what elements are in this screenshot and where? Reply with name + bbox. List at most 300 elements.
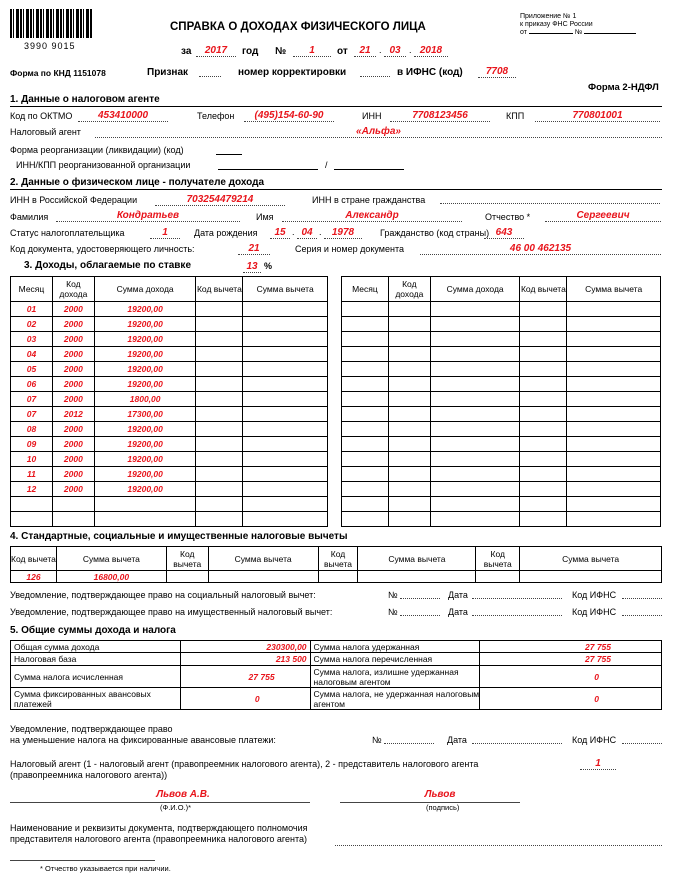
table-row (11, 302, 328, 317)
property-notice-label: Уведомление, подтверждающее право на имущественный налоговый вычет: (10, 607, 333, 617)
status-label: Статус налогоплательщика (10, 228, 125, 238)
excess-label: Сумма налога, излишне удержанная налоговым агентом (310, 666, 480, 688)
table-cell (342, 302, 389, 317)
knd-form: Форма по КНД 1151078 (10, 68, 106, 78)
deduction-sum-cell (243, 392, 328, 407)
table-cell (430, 362, 520, 377)
table-cell (342, 347, 389, 362)
table-cell (342, 452, 389, 467)
income-sum-cell: 19200,00 (94, 332, 196, 347)
table-row (342, 452, 661, 467)
table-cell (567, 332, 661, 347)
za-label: за (181, 46, 192, 57)
column-header: Сумма вычета (567, 277, 661, 302)
reorg-kpp-blank (334, 169, 404, 170)
table-cell (388, 422, 430, 437)
deduction-code: 126 (11, 571, 57, 583)
table-cell (388, 347, 430, 362)
table-cell (567, 407, 661, 422)
column-header: Сумма вычета (56, 547, 166, 571)
number-sign: № (388, 590, 398, 600)
table-cell (520, 302, 567, 317)
table-cell (430, 377, 520, 392)
month-cell: 05 (11, 362, 53, 377)
income-sum-cell: 19200,00 (94, 467, 196, 482)
table-cell (388, 512, 430, 527)
table-cell (342, 377, 389, 392)
authority-doc-line: представителя налогового агента (правопреемника налогового агента) (10, 834, 307, 844)
doc-series-value: 46 00 462135 (420, 243, 661, 255)
income-code-cell: 2000 (52, 437, 94, 452)
table-row (11, 497, 328, 512)
reorg-slash: / (325, 160, 328, 170)
ifns-code-label: Код ИФНС (572, 590, 617, 600)
number-sign: № (372, 735, 382, 745)
table-cell (520, 482, 567, 497)
notice-date-blank (472, 598, 562, 599)
income-sum-cell: 17300,00 (94, 407, 196, 422)
table-row (342, 317, 661, 332)
notice-date-blank (472, 743, 562, 744)
ifns-code: 7708 (478, 66, 516, 78)
deduction-sum-cell (243, 317, 328, 332)
income-code-cell: 2012 (52, 407, 94, 422)
table-cell (388, 497, 430, 512)
income-code-cell: 2000 (52, 467, 94, 482)
social-notice-label: Уведомление, подтверждающее право на социальный налоговый вычет: (10, 590, 316, 600)
notice-number-blank (384, 743, 434, 744)
fixed-value: 0 (180, 688, 310, 710)
deduction-code-cell (196, 482, 243, 497)
table-cell (342, 392, 389, 407)
month-cell: 04 (11, 347, 53, 362)
deduction-sum-cell (243, 482, 328, 497)
income-code-cell: 2000 (52, 452, 94, 467)
table-row (11, 437, 328, 452)
signature-caption: (подпись) (426, 803, 460, 812)
deduction-sum-cell (243, 302, 328, 317)
table-cell (388, 407, 430, 422)
table-cell (567, 497, 661, 512)
column-header: Сумма вычета (358, 547, 476, 571)
name-label: Имя (256, 212, 274, 222)
table-cell (567, 482, 661, 497)
income-table-left (10, 276, 328, 527)
patronymic-value: Сергеевич (545, 210, 661, 222)
foreign-inn-blank (440, 203, 660, 204)
table-cell (520, 452, 567, 467)
withheld-label: Сумма налога удержанная (310, 641, 480, 653)
notice-line: Уведомление, подтверждающее право (10, 724, 173, 734)
section5-title: 5. Общие суммы дохода и налога (10, 625, 176, 636)
table-row (342, 407, 661, 422)
appendix-line: № (574, 29, 583, 36)
appendix-line: Приложение № 1 (520, 13, 577, 20)
report-day: 21 (354, 45, 376, 57)
table-cell (520, 407, 567, 422)
table-row (11, 422, 328, 437)
deduction-sum-cell (243, 497, 328, 512)
deduction-code-cell (196, 377, 243, 392)
agent-inn-label: ИНН (362, 111, 382, 121)
table-row (11, 512, 328, 527)
month-cell: 10 (11, 452, 53, 467)
notice-ifns-blank (622, 615, 662, 616)
income-sum-cell: 19200,00 (94, 482, 196, 497)
month-cell: 02 (11, 317, 53, 332)
citizenship-value: 643 (484, 227, 524, 239)
tax-calc-label: Сумма налога исчисленная (11, 666, 181, 688)
table-cell (430, 347, 520, 362)
table-row (11, 317, 328, 332)
table-row (342, 422, 661, 437)
month-cell (11, 497, 53, 512)
table-cell (520, 362, 567, 377)
column-header: Код вычета (318, 547, 358, 571)
totals-table (10, 640, 662, 710)
tax-calc-value: 27 755 (180, 666, 310, 688)
table-cell (318, 571, 358, 583)
table-cell (430, 437, 520, 452)
table-cell (567, 377, 661, 392)
deduction-code-cell (196, 332, 243, 347)
month-cell: 03 (11, 332, 53, 347)
table-cell (166, 571, 208, 583)
status-value: 1 (150, 227, 180, 239)
income-sum-cell (94, 497, 196, 512)
column-header: Сумма вычета (208, 547, 318, 571)
appendix-line: от (520, 29, 527, 36)
table-cell (388, 392, 430, 407)
appendix-line: к приказу ФНС России (520, 21, 593, 28)
date-dot: . (292, 227, 295, 237)
income-table-right (341, 276, 661, 527)
person-inn-value: 703254479214 (155, 194, 285, 206)
deduction-sum-cell (243, 362, 328, 377)
table-cell (342, 317, 389, 332)
month-cell (11, 512, 53, 527)
table-cell (520, 422, 567, 437)
month-cell: 11 (11, 467, 53, 482)
notice-line: на уменьшение налога на фиксированные авансовые платежи: (10, 735, 276, 745)
deduction-code-cell (196, 302, 243, 317)
column-header: Код вычета (166, 547, 208, 571)
table-row (11, 452, 328, 467)
barcode-number: 3990 9015 (24, 41, 76, 51)
income-sum-cell: 19200,00 (94, 422, 196, 437)
month-cell: 06 (11, 377, 53, 392)
authority-doc-line: Наименование и реквизиты документа, подтверждающего полномочия (10, 823, 308, 833)
table-cell (430, 332, 520, 347)
income-sum-cell: 19200,00 (94, 302, 196, 317)
table-row (342, 302, 661, 317)
deduction-sum-cell (243, 452, 328, 467)
table-row (342, 482, 661, 497)
deduction-code-cell (196, 407, 243, 422)
month-cell: 07 (11, 407, 53, 422)
foreign-inn-label: ИНН в стране гражданства (312, 195, 426, 205)
oktmo-label: Код по ОКТМО (10, 111, 73, 121)
income-code-cell: 2000 (52, 362, 94, 377)
table-cell (520, 392, 567, 407)
deduction-sum-cell (243, 377, 328, 392)
income-code-cell (52, 512, 94, 527)
table-row (11, 392, 328, 407)
phone-value: (495)154-60-90 (244, 110, 334, 122)
table-cell (388, 302, 430, 317)
table-cell (342, 407, 389, 422)
table-cell (430, 467, 520, 482)
notice-number-blank (400, 615, 440, 616)
table-cell (520, 437, 567, 452)
income-code-cell: 2000 (52, 347, 94, 362)
table-cell (520, 347, 567, 362)
correction-label: номер корректировки (238, 67, 347, 78)
table-cell (567, 512, 661, 527)
notice-ifns-blank (622, 598, 662, 599)
month-cell: 09 (11, 437, 53, 452)
table-cell (388, 452, 430, 467)
table-row (342, 497, 661, 512)
deduction-code-cell (196, 362, 243, 377)
income-sum-cell: 19200,00 (94, 347, 196, 362)
section3-title: 3. Доходы, облагаемые по ставке (24, 260, 192, 271)
table-cell (430, 317, 520, 332)
deduction-sum-cell (243, 422, 328, 437)
table-cell (430, 422, 520, 437)
table-row (342, 512, 661, 527)
table-cell (342, 467, 389, 482)
correction-blank (360, 76, 390, 77)
table-cell (388, 467, 430, 482)
table-cell (388, 332, 430, 347)
surname-label: Фамилия (10, 212, 49, 222)
notice-ifns-blank (622, 743, 662, 744)
income-code-cell: 2000 (52, 392, 94, 407)
deduction-sum-cell (243, 407, 328, 422)
divider (10, 189, 662, 190)
birth-month: 04 (297, 227, 317, 239)
agent-type-value: 1 (580, 758, 616, 770)
table-row (11, 482, 328, 497)
year-label (181, 46, 191, 57)
income-code-cell (52, 497, 94, 512)
column-header: Код вычета (476, 547, 520, 571)
column-header: Код дохода (388, 277, 430, 302)
deduction-code-cell (196, 422, 243, 437)
table-row (342, 377, 661, 392)
ifns-code-label: Код ИФНС (572, 607, 617, 617)
tax-base-label: Налоговая база (11, 653, 181, 666)
table-row (342, 362, 661, 377)
section2-title: 2. Данные о физическом лице - получателе дохода (10, 177, 265, 188)
appendix-note (520, 13, 636, 37)
deduction-code-cell (196, 452, 243, 467)
table-cell (358, 571, 476, 583)
authority-doc-blank (335, 845, 662, 846)
not-withheld-label: Сумма налога, не удержанная налоговым агентом (310, 688, 480, 710)
month-cell: 01 (11, 302, 53, 317)
column-header: Месяц (11, 277, 53, 302)
table-cell (520, 512, 567, 527)
birth-year: 1978 (324, 227, 362, 239)
column-header: Сумма вычета (520, 547, 662, 571)
table-cell (430, 392, 520, 407)
table-cell (567, 422, 661, 437)
name-value: Александр (282, 210, 462, 222)
income-code-cell: 2000 (52, 317, 94, 332)
deduction-code-cell (196, 392, 243, 407)
table-cell (430, 482, 520, 497)
total-income-value: 230300,00 (180, 641, 310, 653)
month-cell: 07 (11, 392, 53, 407)
birth-day: 15 (270, 227, 290, 239)
table-cell (567, 467, 661, 482)
withheld-value: 27 755 (480, 641, 662, 653)
deduction-sum: 16800,00 (56, 571, 166, 583)
income-sum-cell: 19200,00 (94, 437, 196, 452)
priznak-blank (199, 76, 221, 77)
form-name: Форма 2-НДФЛ (588, 82, 659, 93)
signer-fio: Львов А.В. (156, 789, 210, 800)
table-row (342, 467, 661, 482)
report-number: 1 (293, 45, 331, 57)
column-header: Сумма дохода (94, 277, 196, 302)
table-cell (567, 452, 661, 467)
total-income-label: Общая сумма дохода (11, 641, 181, 653)
kpp-label: КПП (506, 111, 525, 121)
footnote: * Отчество указывается при наличии. (40, 864, 171, 873)
column-header: Код дохода (52, 277, 94, 302)
report-year: 2017 (196, 45, 236, 57)
table-row (11, 407, 328, 422)
ifns-label: в ИФНС (код) (397, 67, 463, 78)
agent-name: «Альфа» (95, 126, 662, 138)
table-cell (342, 362, 389, 377)
transferred-value: 27 755 (480, 653, 662, 666)
table-cell (430, 407, 520, 422)
appendix-number-blank (584, 33, 636, 34)
excess-value: 0 (480, 666, 662, 688)
table-cell (342, 422, 389, 437)
deduction-code-cell (196, 347, 243, 362)
appendix-date-blank (529, 33, 573, 34)
table-row (342, 332, 661, 347)
citizenship-label: Гражданство (код страны) (380, 228, 490, 238)
table-cell (476, 571, 520, 583)
table-row (11, 347, 328, 362)
table-cell (520, 497, 567, 512)
table-row (11, 467, 328, 482)
table-cell (208, 571, 318, 583)
income-sum-cell: 19200,00 (94, 317, 196, 332)
divider (10, 106, 662, 107)
table-cell (430, 497, 520, 512)
signature: Львов (424, 789, 456, 800)
table-cell (430, 302, 520, 317)
fixed-label: Сумма фиксированных авансовых платежей (11, 688, 181, 710)
table-cell (342, 332, 389, 347)
deduction-sum-cell (243, 347, 328, 362)
deduction-sum-cell (243, 332, 328, 347)
table-cell (342, 512, 389, 527)
table-cell (430, 512, 520, 527)
income-code-cell: 2000 (52, 422, 94, 437)
birth-label: Дата рождения (194, 228, 258, 238)
notice-date-blank (472, 615, 562, 616)
deduction-code-cell (196, 467, 243, 482)
fio-caption: (Ф.И.О.)* (160, 803, 192, 812)
income-sum-cell (94, 512, 196, 527)
income-code-cell: 2000 (52, 377, 94, 392)
income-sum-cell: 19200,00 (94, 362, 196, 377)
transferred-label: Сумма налога перечисленная (310, 653, 480, 666)
agent-type-line: Налоговый агент (1 - налоговый агент (правопреемник налогового агента), 2 - представитель налогового агента (10, 759, 479, 769)
column-header: Месяц (342, 277, 389, 302)
report-month: 03 (384, 45, 406, 57)
section4-title: 4. Стандартные, социальные и имущественные налоговые вычеты (10, 531, 348, 542)
table-row (342, 392, 661, 407)
priznak-label: Признак (147, 67, 189, 78)
date-dot: . (409, 45, 412, 55)
table-cell (520, 571, 662, 583)
month-cell: 08 (11, 422, 53, 437)
deduction-sum-cell (243, 467, 328, 482)
not-withheld-value: 0 (480, 688, 662, 710)
column-header: Код вычета (196, 277, 243, 302)
agent-inn-value: 7708123456 (390, 110, 490, 122)
fixed-notice-label (10, 724, 276, 746)
table-row (11, 332, 328, 347)
section1-title: 1. Данные о налоговом агенте (10, 94, 160, 105)
tax-rate: 13 (243, 261, 261, 273)
date-dot: . (379, 45, 382, 55)
number-sign: № (275, 46, 287, 57)
table-cell (520, 467, 567, 482)
column-header: Сумма дохода (430, 277, 520, 302)
table-cell (342, 437, 389, 452)
income-sum-cell: 19200,00 (94, 377, 196, 392)
table-row (342, 347, 661, 362)
barcode (10, 9, 92, 38)
deduction-code-cell (196, 512, 243, 527)
doc-code-value: 21 (238, 243, 270, 255)
footnote-rule (10, 860, 155, 861)
oktmo-value: 453410000 (78, 110, 168, 122)
table-cell (567, 437, 661, 452)
date-label: Дата (448, 590, 468, 600)
reorg-label: Форма реорганизации (ликвидации) (код) (10, 145, 184, 155)
year-word: год (242, 46, 259, 57)
person-inn-label: ИНН в Российской Федерации (10, 195, 138, 205)
table-cell (567, 362, 661, 377)
column-header: Код вычета (520, 277, 567, 302)
date-label: Дата (448, 607, 468, 617)
ifns-code-label: Код ИФНС (572, 735, 617, 745)
surname-value: Кондратьев (56, 210, 240, 222)
phone-label: Телефон (197, 111, 235, 121)
table-cell (430, 452, 520, 467)
column-header: Код вычета (11, 547, 57, 571)
agent-type-label (10, 759, 478, 781)
date-dot: . (319, 227, 322, 237)
table-cell (520, 317, 567, 332)
table-cell (567, 317, 661, 332)
table-cell (388, 317, 430, 332)
table-row (11, 377, 328, 392)
column-header: Сумма вычета (243, 277, 328, 302)
deduction-code-cell (196, 497, 243, 512)
